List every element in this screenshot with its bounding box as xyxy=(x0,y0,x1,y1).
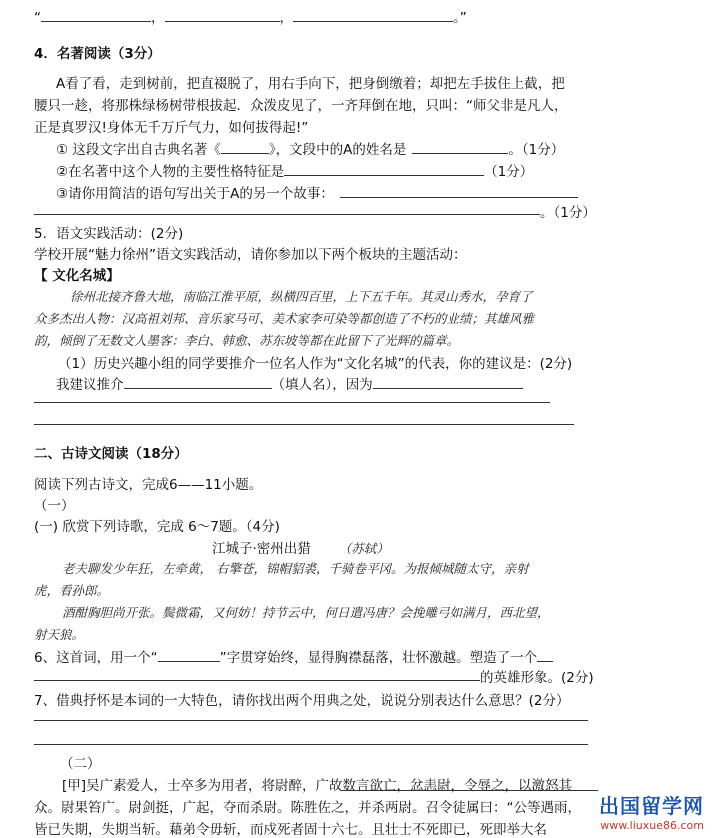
image-blank[interactable] xyxy=(537,647,553,662)
poem-task: (一) 欣赏下列诗歌，完成 6～7题。（4分) xyxy=(34,519,280,535)
poem-line: 酒酣胸胆尚开张。鬓微霜，又何妨！持节云中，何日遣冯唐？会挽雕弓如满月，西北望， xyxy=(62,605,550,620)
poem-line: 射天狼。 xyxy=(34,627,85,642)
reason-blank[interactable] xyxy=(373,374,523,389)
underline-mark xyxy=(342,790,598,791)
q5-intro: 学校开展“魅力徐州”语文实践活动，请你参加以下两个板块的主题活动： xyxy=(34,247,467,263)
q4-sub2: ②在名著中这个人物的主要性格特征是 （1分） xyxy=(56,160,533,180)
part2-sub1: （一） xyxy=(34,498,75,514)
q5-task: （1）历史兴趣小组的同学要推介一位名人作为“文化名城”的代表，你的建议是：(2分) xyxy=(58,356,573,372)
blank[interactable] xyxy=(293,7,453,22)
person-blank[interactable] xyxy=(124,374,272,389)
prose-line: [甲]吴广素爱人，士卒多为用者，将尉醉，广故数言欲亡，忿恚尉，令辱之，以激怒其 xyxy=(62,778,573,794)
q6: 6、这首词，用一个“ ”字贯穿始终，显得胸襟磊落，壮怀激越。塑造了一个 xyxy=(34,646,553,666)
q5-answer: 我建议推介 （填人名），因为 xyxy=(56,373,523,393)
q4-passage-line: A看了看，走到树前，把直裰脱了，用右手向下，把身倒缴着；却把左手拔住上截，把 xyxy=(56,76,565,92)
part2-intro: 阅读下列古诗文，完成6——11小题。 xyxy=(34,477,263,493)
q7: 7、借典抒怀是本词的一大特色，请你找出两个用典之处，说说分别表达什么意思？(2分） xyxy=(34,693,570,709)
top-quote-line: “ ， ， 。” xyxy=(34,6,467,26)
blank[interactable] xyxy=(165,7,280,22)
watermark xyxy=(599,790,704,832)
prose-line: 皆已失期，失期当斩。藉弟令毋斩，而戍死者固十六七。且壮士不死即已，死即举大名 xyxy=(34,822,547,838)
story-blank[interactable] xyxy=(340,183,578,198)
answer-line[interactable] xyxy=(34,744,588,745)
watermark-logo-text: 出国留学网 xyxy=(599,794,704,818)
q5-passage-line: 韵，倾倒了无数文人墨客：李白、韩愈、苏东坡等都在此留下了光辉的篇章。 xyxy=(34,333,460,348)
answer-line[interactable] xyxy=(34,424,574,425)
prose-line: 众。尉果笞广。尉剑挺，广起，夺而杀尉。陈胜佐之，并杀两尉。召令徒属曰：“公等遇雨， xyxy=(34,800,581,816)
q5-passage-line: 众多杰出人物：汉高祖刘邦、音乐家马可、美术家李可染等都创造了不朽的业绩；其雄风雅 xyxy=(34,311,535,326)
answer-line[interactable] xyxy=(34,402,550,403)
q4-passage-line: 腰只一趁，将那株绿杨树带根拔起．众泼皮见了，一齐拜倒在地，只叫：“师父非是凡人， xyxy=(34,98,568,114)
poem-title: 江城子·密州出猎 （苏轼） xyxy=(212,541,389,557)
part2-sub2: （二） xyxy=(60,756,101,772)
answer-line[interactable] xyxy=(34,214,540,215)
poem-line: 老夫聊发少年狂，左牵黄， 右擎苍，锦帽貂裘，千骑卷平冈。为报倾城随太守，亲射 xyxy=(62,561,529,576)
q4-sub3-end: 。（1分） xyxy=(540,205,596,221)
q5-passage-line: 徐州北接齐鲁大地，南临江淮平原，纵横四百里，上下五千年。其灵山秀水，孕育了 xyxy=(70,289,533,304)
book-blank[interactable] xyxy=(221,139,269,154)
answer-line[interactable] xyxy=(34,720,588,721)
trait-blank[interactable] xyxy=(284,161,484,176)
q4-sub3: ③请你用简洁的语句写出关于A的另一个故事： xyxy=(56,182,578,202)
q4-sub1: ① 这段文字出自古典名著《 》，文段中的A的姓名是 。（1分） xyxy=(56,138,564,158)
q6-end: 的英雄形象。(2分) xyxy=(480,670,594,686)
word-blank[interactable] xyxy=(158,647,220,662)
name-blank[interactable] xyxy=(412,139,508,154)
answer-line[interactable] xyxy=(34,680,480,681)
poem-line: 虎，看孙郎。 xyxy=(34,583,110,598)
watermark-url: www.liuxue86.com xyxy=(600,819,704,832)
q4-passage-line: 正是真罗汉!身体无千万斤气力，如何拔得起!” xyxy=(34,120,309,136)
blank[interactable] xyxy=(41,7,151,22)
part2-title: 二、古诗文阅读（18分） xyxy=(34,446,188,462)
q5-section: 【 文化名城】 xyxy=(34,268,120,284)
q4-title: 4．名著阅读（3分） xyxy=(34,46,161,62)
q5-title: 5．语文实践活动：(2分) xyxy=(34,226,184,242)
